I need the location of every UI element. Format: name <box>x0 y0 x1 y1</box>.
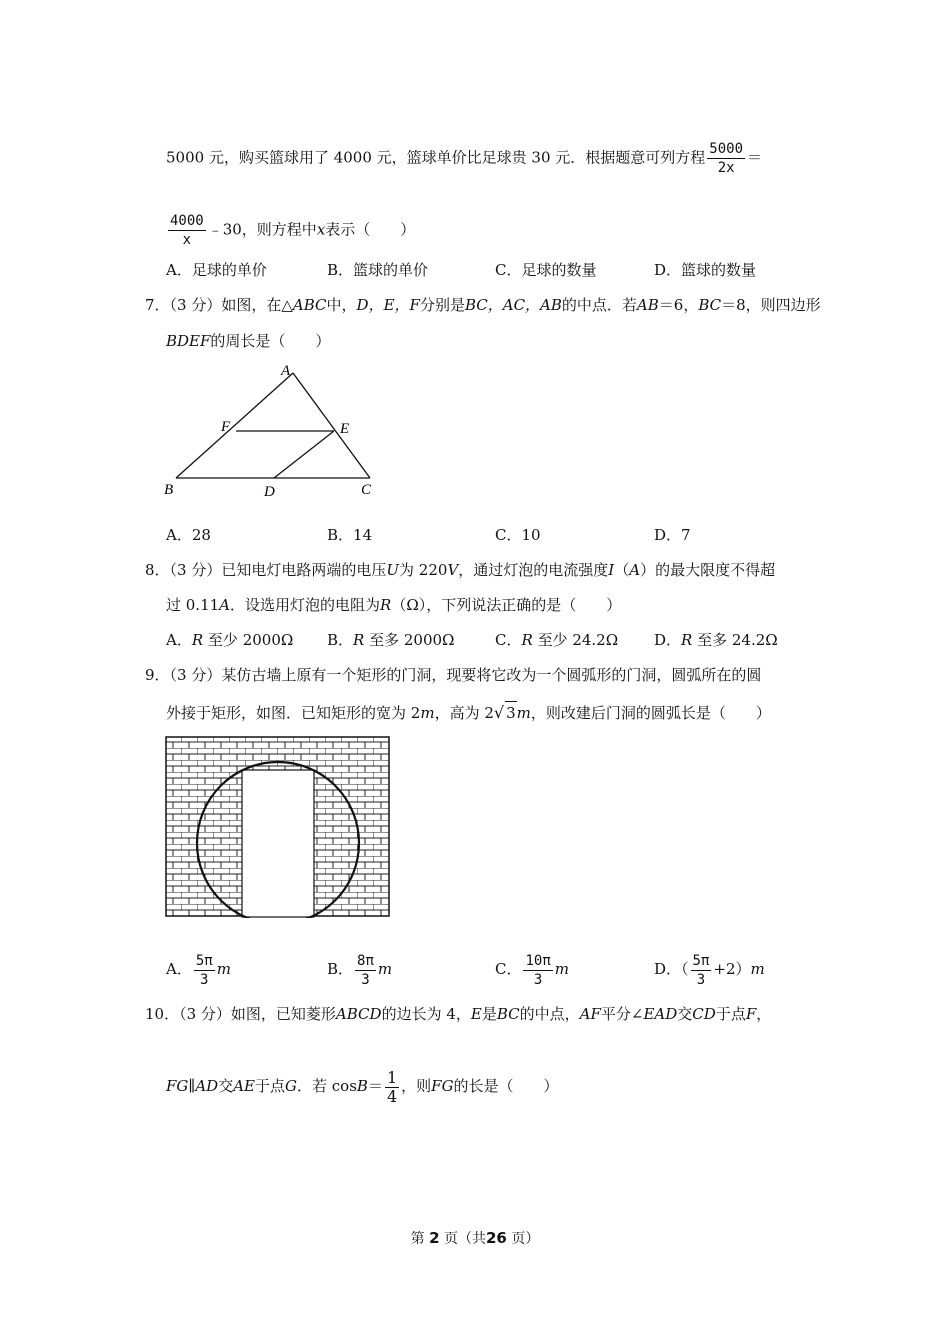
q7-quad-bdef: BDEF <box>166 332 211 350</box>
label-d: D <box>264 484 275 500</box>
q8-unit-a: A <box>629 561 641 579</box>
q8-option-c-text: 至少 24.2Ω <box>537 631 619 649</box>
q10-text-c: 是 <box>481 1005 497 1023</box>
q10-text-d: 的中点， <box>519 1005 580 1023</box>
q10-segment-af: AF <box>579 1005 601 1023</box>
q6-line2-tail-a: ﹣30，则方程中 <box>207 220 317 239</box>
q10-line2-d: ，则 <box>401 1077 432 1095</box>
q8-option-c-var: R <box>521 631 533 649</box>
q6-frac1-den: 2x <box>717 160 735 176</box>
q9-score: （3 分） <box>169 666 222 684</box>
q8-number: 8． <box>145 561 170 579</box>
sqrt-symbol: √ <box>493 703 505 722</box>
q9-option-a-den: 3 <box>200 971 209 988</box>
q9-line2 <box>166 701 771 724</box>
q7-text-a: 如图，在△ <box>221 296 293 314</box>
footer-mid: 页（共 <box>444 1231 486 1247</box>
q6-line1 <box>166 140 762 177</box>
q8-line2-a: 过 0.11 <box>166 596 220 614</box>
q7-line2 <box>166 330 330 352</box>
q6-line2 <box>166 212 415 249</box>
q9-option-d-frac <box>691 952 712 989</box>
q9-option-d-den: 3 <box>696 971 706 988</box>
q10-side-bc: BC <box>496 1005 520 1023</box>
q10-line2-e: 的长是（ ） <box>453 1077 559 1095</box>
label-a: A <box>281 363 291 379</box>
q9-option-d-unit: m <box>750 960 765 978</box>
q10-line2-c: ．若 cos <box>297 1077 357 1095</box>
q9-option-b[interactable] <box>327 950 392 989</box>
q9-option-a-label: A． <box>166 960 192 978</box>
label-c: C <box>361 482 372 498</box>
q9-option-d-label: D． <box>654 960 682 978</box>
q9-option-c-den: 3 <box>533 971 543 988</box>
segment-de <box>274 431 334 478</box>
footer-pre: 第 <box>410 1231 425 1247</box>
q9-line2-b: ，高为 2 <box>434 704 494 722</box>
q7-points-def: D，E，F <box>356 296 420 314</box>
q8-option-d-text: 至多 24.2Ω <box>697 631 778 649</box>
q10-angle-ead: EAD <box>643 1005 678 1023</box>
q10-fraction <box>385 1069 399 1106</box>
q9-option-b-num: 8π <box>357 952 374 969</box>
q8-line2-b: ．设选用灯泡的电阻为 <box>230 596 381 614</box>
segment-ac <box>293 373 370 478</box>
q7-text-e: 的周长是（ ） <box>210 332 331 350</box>
q7-sides: BC，AC，AB <box>464 296 562 314</box>
q9-option-a[interactable] <box>166 950 231 989</box>
q10-text-g: 于点 <box>715 1005 746 1023</box>
q6-option-d[interactable]: D．篮球的数量 <box>654 261 757 279</box>
q8-line1 <box>145 559 775 581</box>
q9-option-c-frac <box>523 952 552 989</box>
q6-frac1-num: 5000 <box>709 141 743 157</box>
q10-parallel-symbol: ∥ <box>188 1077 196 1095</box>
q8-var-i: I <box>608 561 615 579</box>
q7-text-d: 的中点．若 <box>561 296 637 314</box>
label-e: E <box>340 421 350 437</box>
q6-option-b[interactable]: B．篮球的单价 <box>327 261 429 279</box>
q10-point-g: G <box>285 1077 297 1095</box>
q6-line1-text: 5000 元，购买篮球用了 4000 元，篮球单价比足球贵 30 元．根据题意可列方程 <box>166 148 706 167</box>
footer-page-number: 2 <box>429 1229 440 1247</box>
segment-ba <box>176 373 293 478</box>
q10-point-e: E <box>470 1005 482 1023</box>
q10-text-f: 交 <box>677 1005 693 1023</box>
q9-option-a-frac <box>194 952 215 989</box>
q7-number: 7． <box>145 296 170 314</box>
q9-option-b-unit: m <box>377 960 393 978</box>
q9-option-d-pre: （ <box>681 960 689 978</box>
q6-frac2-num: 4000 <box>170 213 204 229</box>
q9-sqrt-value: 3 <box>505 701 517 724</box>
q6-var-x: x <box>316 220 326 239</box>
q10-angle-b: B <box>356 1077 368 1095</box>
q6-frac2-den: x <box>182 232 192 248</box>
q9-line2-c: ，则改建后门洞的圆弧长是（ ） <box>530 704 771 722</box>
q10-side-cd: CD <box>692 1005 716 1023</box>
q8-text-a: 已知电灯电路两端的电压 <box>221 561 387 579</box>
q8-option-a[interactable] <box>166 629 293 651</box>
q8-text-c: ，通过灯泡的电流强度 <box>458 561 609 579</box>
q7-bc: BC <box>698 296 722 314</box>
q9-option-d-num: 5π <box>692 952 710 969</box>
q8-line2 <box>166 594 621 616</box>
q7-score: （3 分） <box>169 296 222 314</box>
q9-option-b-frac <box>355 952 376 989</box>
q8-option-c[interactable] <box>495 629 618 651</box>
q8-unit-v: V <box>447 561 459 579</box>
q6-eq-sign: ＝ <box>747 148 763 167</box>
q10-score: （3 分） <box>179 1005 231 1023</box>
q10-rhombus-abcd: ABCD <box>335 1005 382 1023</box>
q7-triangle-figure <box>160 358 390 503</box>
q10-frac-num: 1 <box>386 1067 398 1087</box>
q7-text-c: 分别是 <box>419 296 465 314</box>
q9-option-b-label: B． <box>327 960 354 978</box>
q9-option-c-label: C． <box>495 960 522 978</box>
q9-option-d-post: +2） <box>713 960 751 978</box>
q9-option-c-num: 10π <box>525 952 551 969</box>
q8-option-d[interactable] <box>654 629 778 651</box>
q9-line1 <box>145 664 761 686</box>
q10-text-h: ， <box>756 1005 772 1023</box>
q10-text-a: 如图，已知菱形 <box>230 1005 336 1023</box>
page-footer <box>0 1228 950 1248</box>
q8-option-c-label: C． <box>495 631 522 649</box>
label-b: B <box>164 482 174 498</box>
q8-text-e: ）的最大限度不得超 <box>640 561 776 579</box>
q9-line2-a: 外接于矩形，如图．已知矩形的宽为 2 <box>166 704 421 722</box>
q10-line2-a: 交 <box>218 1077 234 1095</box>
q9-option-a-num: 5π <box>195 952 213 969</box>
q10-line1 <box>145 1003 771 1025</box>
q8-line2-unit: A <box>219 596 231 614</box>
q7-text-b: 中， <box>326 296 357 314</box>
q8-option-b-label: B． <box>327 631 354 649</box>
q8-var-r: R <box>380 596 392 614</box>
q8-text-d: （ <box>614 561 630 579</box>
q8-line2-c: （Ω），下列说法正确的是（ ） <box>391 596 622 614</box>
q10-frac-den: 4 <box>386 1086 398 1106</box>
q7-option-b[interactable]: B．14 <box>327 526 373 544</box>
q7-triangle-abc: ABC <box>292 296 327 314</box>
q7-option-d[interactable]: D．7 <box>654 526 691 544</box>
door-opening <box>242 770 314 917</box>
q6-line2-tail-b: 表示（ ） <box>325 220 416 239</box>
q9-number: 9． <box>145 666 170 684</box>
q7-option-c[interactable]: C．10 <box>495 526 541 544</box>
q9-option-b-den: 3 <box>361 971 370 988</box>
q6-fraction-1 <box>707 140 745 177</box>
q10-segment-fg: FG <box>166 1077 189 1095</box>
footer-total-pages: 26 <box>486 1229 507 1247</box>
q10-segment-fg-2: FG <box>431 1077 454 1095</box>
q10-segment-ae: AE <box>233 1077 255 1095</box>
q9-option-a-unit: m <box>216 960 231 978</box>
q8-var-u: U <box>386 561 400 579</box>
q9-wall-figure <box>165 736 391 918</box>
q10-line2-b: 于点 <box>255 1077 286 1095</box>
q6-fraction-2 <box>168 212 206 249</box>
q8-option-b-var: R <box>353 631 365 649</box>
q8-option-a-var: R <box>191 631 204 649</box>
q9-unit-m2: m <box>516 704 531 722</box>
q8-option-a-text: 至少 2000Ω <box>207 631 294 649</box>
label-f: F <box>221 419 231 435</box>
q7-option-a[interactable]: A．28 <box>166 526 211 544</box>
q6-option-c[interactable]: C．足球的数量 <box>495 261 597 279</box>
q8-text-b: 为 220 <box>399 561 448 579</box>
q8-option-d-label: D． <box>654 631 682 649</box>
q8-score: （3 分） <box>169 561 222 579</box>
q10-text-e: 平分∠ <box>600 1005 644 1023</box>
q8-option-b-text: 至多 2000Ω <box>369 631 455 649</box>
q9-text-a: 某仿古墙上原有一个矩形的门洞，现要将它改为一个圆弧形的门洞，圆弧所在的圆 <box>221 666 762 684</box>
q8-option-b[interactable] <box>327 629 455 651</box>
q10-segment-ad: AD <box>195 1077 219 1095</box>
footer-post: 页） <box>511 1231 540 1247</box>
q8-option-a-label: A． <box>166 631 192 649</box>
q10-number: 10． <box>145 1005 180 1023</box>
q10-point-f: F <box>745 1005 757 1023</box>
q10-eq-sign: ＝ <box>367 1077 383 1095</box>
q9-option-c[interactable] <box>495 950 569 989</box>
q10-line2 <box>166 1066 559 1106</box>
q7-ab-val: ＝6， <box>658 296 699 314</box>
q6-option-a[interactable]: A．足球的单价 <box>166 261 267 279</box>
q7-bc-val: ＝8，则四边形 <box>721 296 821 314</box>
q9-option-d[interactable] <box>654 950 765 989</box>
q7-line1 <box>145 294 821 316</box>
q9-option-c-unit: m <box>554 960 570 978</box>
q10-text-b: 的边长为 4， <box>381 1005 471 1023</box>
q7-ab: AB <box>636 296 659 314</box>
q8-option-d-var: R <box>681 631 693 649</box>
q9-unit-m1: m <box>420 704 435 722</box>
